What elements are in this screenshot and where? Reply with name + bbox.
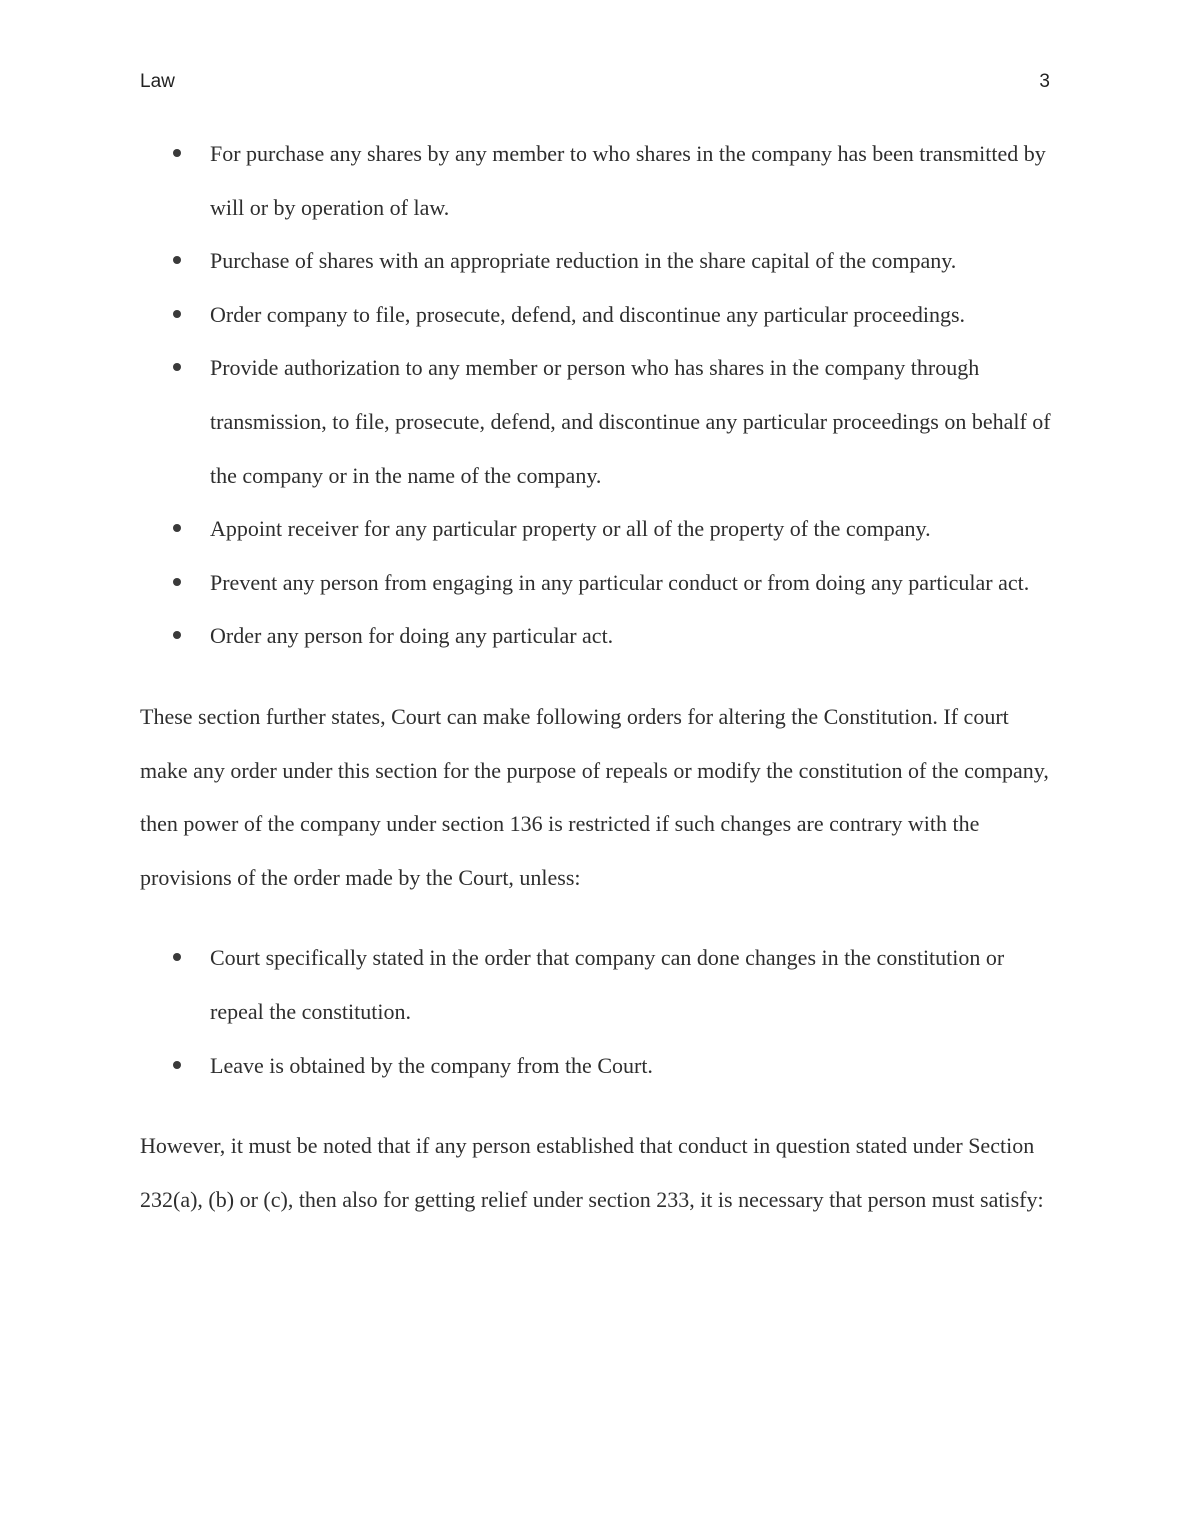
- list-item-text: For purchase any shares by any member to who shares in the company has been transmitted by will or by operation of law.: [210, 141, 1046, 220]
- page-number: 3: [1039, 71, 1050, 92]
- bullet-list-exceptions: [140, 931, 1052, 1092]
- list-item-text: Prevent any person from engaging in any particular conduct or from doing any particular act.: [210, 569, 1030, 595]
- list-item: [210, 127, 1052, 234]
- spacer: [140, 663, 1052, 690]
- bullet-icon: [173, 256, 181, 264]
- list-item: [210, 1039, 1052, 1093]
- paragraph-constitution: These section further states, Court can make following orders for altering the Constitution. If court make any order under this section for the purpose of repeals or modify the constitution of the company, then power of the company under section 136 is restricted if such changes are contrary with the provisions of the order made by the Court, unless:: [140, 703, 1049, 890]
- spacer: [140, 1092, 1052, 1119]
- list-item-text: Appoint receiver for any particular property or all of the property of the company.: [210, 516, 931, 542]
- paragraph-relief: However, it must be noted that if any person established that conduct in question stated under Section 232(a), (b) or (c), then also for getting relief under section 233, it is necessary that person must satisfy:: [140, 1133, 1044, 1212]
- bullet-icon: [173, 1061, 181, 1069]
- list-item-text: Order any person for doing any particular act.: [210, 623, 614, 649]
- list-item: [210, 234, 1052, 288]
- running-header: [140, 71, 1050, 97]
- bullet-icon: [173, 149, 181, 157]
- list-item: [210, 288, 1052, 342]
- bullet-icon: [173, 363, 181, 371]
- list-item: [210, 931, 1052, 1038]
- document-body: [140, 127, 1052, 1226]
- list-item: [210, 556, 1052, 610]
- list-item-text: Court specifically stated in the order that company can done changes in the constitution or repeal the constitution.: [210, 945, 1005, 1024]
- bullet-icon: [173, 953, 181, 961]
- bullet-list-orders: [140, 127, 1052, 663]
- list-item-text: Provide authorization to any member or person who has shares in the company through transmission, to file, prosecute, defend, and discontinue any particular proceedings on behalf of the company or in the name of the company.: [210, 355, 1051, 488]
- list-item: [210, 341, 1052, 502]
- list-item: [210, 609, 1052, 663]
- list-item-text: Purchase of shares with an appropriate reduction in the share capital of the company.: [210, 248, 957, 274]
- list-item-text: Leave is obtained by the company from the Court.: [210, 1052, 653, 1078]
- bullet-icon: [173, 310, 181, 318]
- spacer: [140, 904, 1052, 931]
- bullet-icon: [173, 631, 181, 639]
- header-title: Law: [140, 71, 175, 92]
- bullet-icon: [173, 578, 181, 586]
- bullet-icon: [173, 524, 181, 532]
- list-item-text: Order company to file, prosecute, defend, and discontinue any particular proceedings.: [210, 301, 966, 327]
- list-item: [210, 502, 1052, 556]
